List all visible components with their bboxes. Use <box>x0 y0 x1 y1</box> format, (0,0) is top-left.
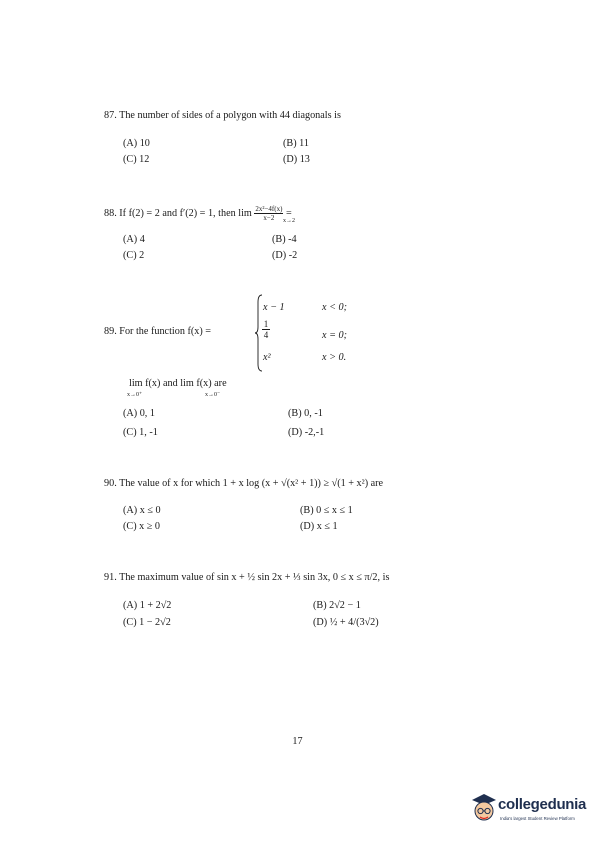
q88-fraction <box>254 205 283 222</box>
q87-option-c: (C) 12 <box>123 154 150 165</box>
q91-option-d: (D) ½ + 4/(3√2) <box>313 617 379 628</box>
q90-option-a: (A) x ≤ 0 <box>123 505 161 516</box>
q91-option-c: (C) 1 − 2√2 <box>123 617 171 628</box>
q88-option-b: (B) -4 <box>272 234 297 245</box>
q89-case1-expr: x − 1 <box>263 302 285 313</box>
q89-lim1-sub: x→0⁺ <box>127 392 143 398</box>
question-90: 90. The value of x for which 1 + x log (x + √(x² + 1)) ≥ √(1 + x²) are <box>104 478 384 489</box>
q87-option-a: (A) 10 <box>123 138 150 149</box>
q89-case3-cond: x > 0. <box>322 352 347 363</box>
q87-option-d: (D) 13 <box>283 154 310 165</box>
collegedunia-logo-icon <box>470 792 498 824</box>
q89-case2-frac <box>262 319 270 340</box>
q90-option-d: (D) x ≤ 1 <box>300 521 338 532</box>
q89-case3-expr: x² <box>263 352 271 363</box>
question-89-prefix: 89. For the function f(x) = <box>104 326 212 337</box>
q88-option-c: (C) 2 <box>123 250 145 261</box>
q88-suffix: = <box>285 207 292 219</box>
page-number: 17 <box>292 736 303 747</box>
q89-case2-cond: x = 0; <box>322 330 347 341</box>
collegedunia-tagline: India's largest Student Review Platform <box>500 816 575 821</box>
q88-frac-num: 2x²−4f(x) <box>255 205 283 213</box>
q89-case1-cond: x < 0; <box>322 302 347 313</box>
q89-option-b: (B) 0, -1 <box>288 408 323 419</box>
q88-frac-den: x−2 <box>263 214 275 222</box>
q89-option-d: (D) -2,-1 <box>288 427 325 438</box>
q89-lim2-sub: x→0⁻ <box>205 392 221 398</box>
q91-option-a: (A) 1 + 2√2 <box>123 600 172 611</box>
question-87: 87. The number of sides of a polygon with 44 diagonals is <box>104 110 341 121</box>
q88-limit-sub: x→2 <box>283 218 295 224</box>
q89-case2-num: 1 <box>263 319 269 329</box>
q88-option-a: (A) 4 <box>123 234 145 245</box>
collegedunia-logo-text: collegedunia <box>498 796 587 813</box>
q88-option-d: (D) -2 <box>272 250 298 261</box>
question-88 <box>104 205 292 222</box>
q89-option-c: (C) 1, -1 <box>123 427 158 438</box>
question-91: 91. The maximum value of sin x + ½ sin 2x + ⅓ sin 3x, 0 ≤ x ≤ π/2, is <box>104 572 390 583</box>
q89-case2-den: 4 <box>263 330 269 340</box>
q91-option-b: (B) 2√2 − 1 <box>313 600 361 611</box>
q90-option-b: (B) 0 ≤ x ≤ 1 <box>300 505 353 516</box>
q87-option-b: (B) 11 <box>283 138 309 149</box>
q88-prefix: 88. If f(2) = 2 and f′(2) = 1, then lim <box>104 207 252 219</box>
q89-option-a: (A) 0, 1 <box>123 408 155 419</box>
q89-limits-line: lim f(x) and lim f(x) are <box>129 378 227 389</box>
q90-option-c: (C) x ≥ 0 <box>123 521 160 532</box>
